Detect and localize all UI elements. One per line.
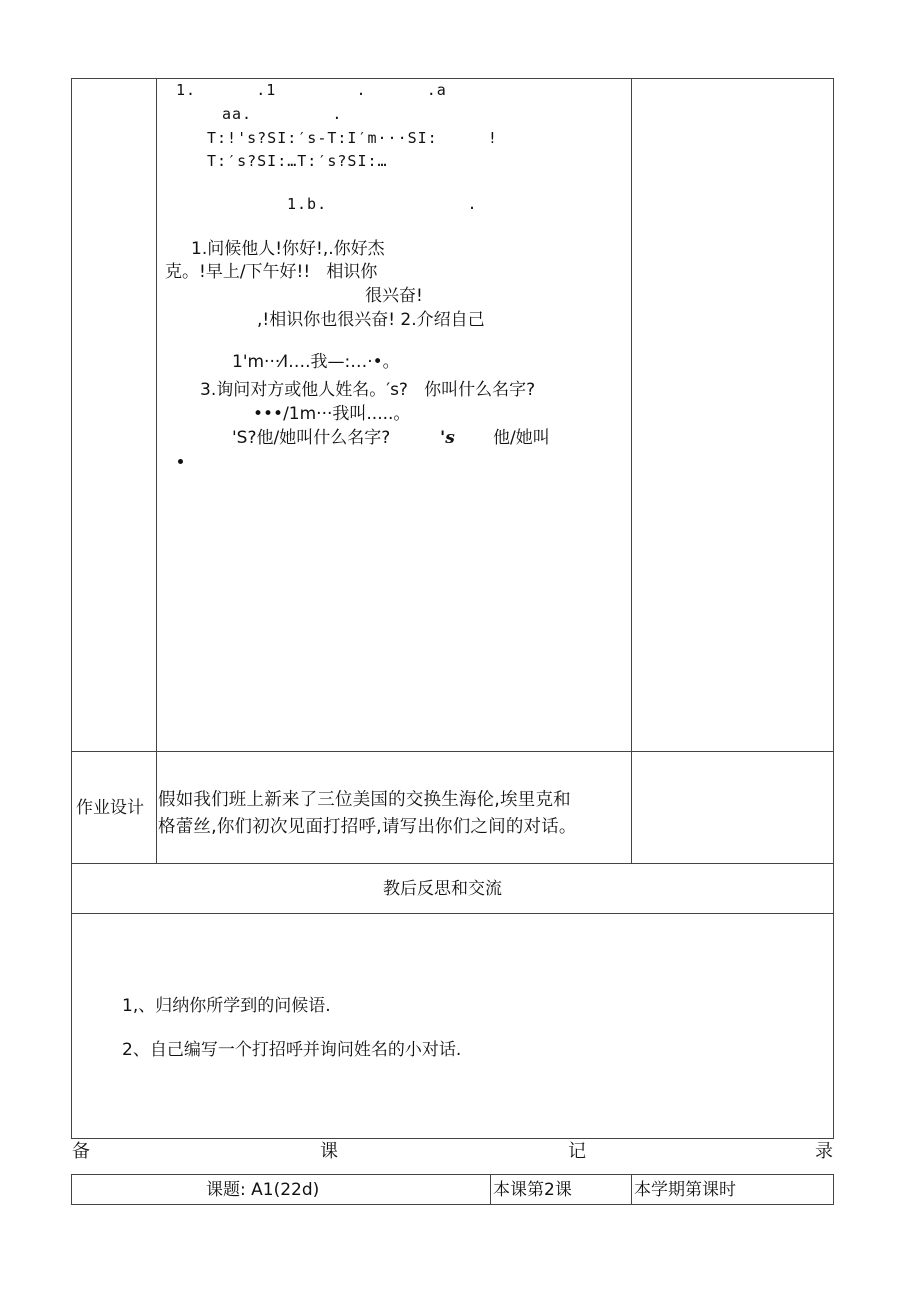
record-heading-char: 录 [815, 1141, 833, 1162]
table-border-left [71, 78, 72, 1139]
table-row-divider [71, 863, 834, 864]
reflection-item: 1,、归纳你所学到的问候语. [122, 996, 331, 1016]
footer-column-divider [631, 1174, 632, 1205]
lesson-line: 他/她叫 [493, 428, 550, 448]
lesson-line: 'S?他/她叫什么名字? [232, 428, 391, 448]
lesson-line: 's [440, 428, 455, 448]
homework-label: 作业设计 [76, 798, 144, 818]
lesson-line: T:!'s?SI:′s-T:I′m···SI: ! [207, 129, 498, 147]
lesson-line: 1.问候他人!你好!,.你好杰 [191, 239, 385, 259]
bullet-dot [178, 459, 183, 464]
lesson-line: aa. . [222, 105, 343, 123]
lesson-line: T:′s?SI:…T:′s?SI:… [207, 152, 388, 170]
footer-term-period: 本学期第课时 [634, 1180, 736, 1200]
table-border-right [833, 78, 834, 1139]
footer-column-divider [490, 1174, 491, 1205]
footer-border-top [71, 1174, 834, 1175]
table-row-divider [71, 751, 834, 752]
footer-lesson-number: 本课第2课 [493, 1180, 572, 1200]
lesson-line: 1. .1 . .a [176, 81, 447, 99]
column-divider [156, 78, 157, 864]
footer-border-right [833, 1174, 834, 1205]
reflection-title: 教后反思和交流 [383, 879, 502, 899]
table-row-divider [71, 913, 834, 914]
lesson-line: 很兴奋! [365, 286, 423, 306]
footer-border-left [71, 1174, 72, 1205]
record-heading-char: 记 [568, 1141, 586, 1162]
reflection-item: 2、自己编写一个打招呼并询问姓名的小对话. [122, 1040, 462, 1060]
table-border-top [71, 78, 834, 79]
column-divider [631, 78, 632, 864]
homework-text-line2: 格蕾丝,你们初次见面打招呼,请写出你们之间的对话。 [158, 817, 577, 837]
table-border-bottom [71, 1138, 834, 1139]
footer-topic: 课题: A1(22d) [206, 1180, 320, 1200]
lesson-line: •••/1m···我叫.....。 [253, 404, 411, 424]
record-heading-char: 备 [72, 1141, 90, 1162]
lesson-line: 3.询问对方或他人姓名。′s? 你叫什么名字? [200, 380, 536, 400]
homework-text-line1: 假如我们班上新来了三位美国的交换生海伦,埃里克和 [158, 790, 571, 810]
record-heading-char: 课 [320, 1141, 338, 1162]
lesson-line: 克。!早上/下午好!! 相识你 [165, 262, 378, 282]
footer-border-bottom [71, 1204, 834, 1205]
lesson-line: 1'm···⁄I….我—:…·•。 [232, 352, 400, 372]
lesson-line: 1.b. . [287, 195, 478, 213]
lesson-line: ,!相识你也很兴奋! 2.介绍自己 [257, 310, 485, 330]
